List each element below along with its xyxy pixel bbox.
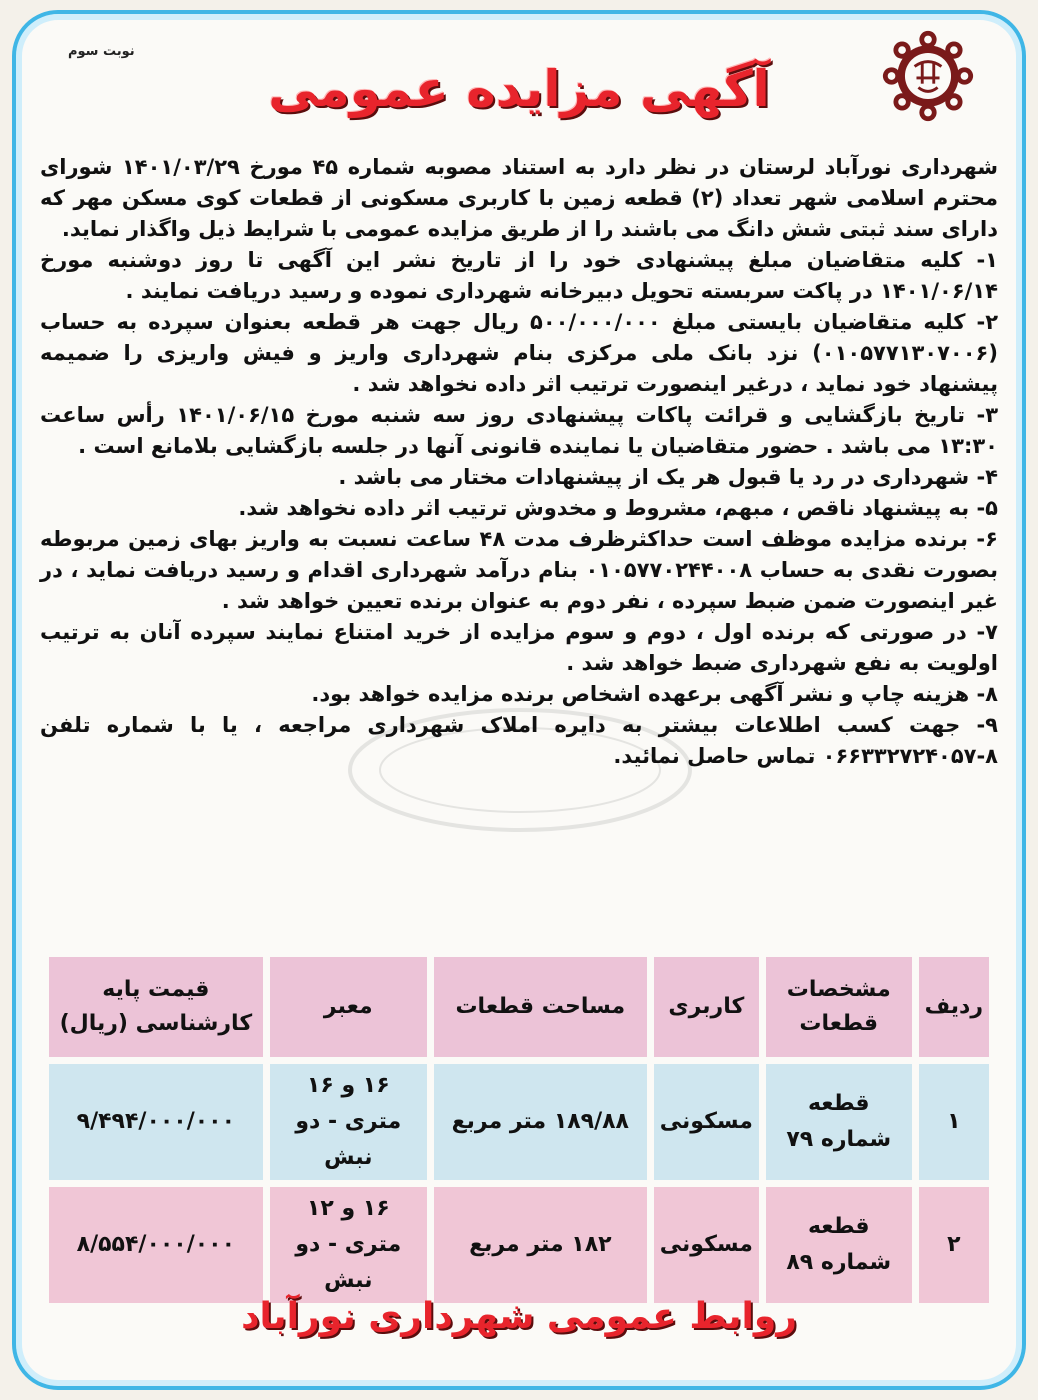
condition-item: ۶- برنده مزایده موظف است حداکثرظرف مدت ۴۸ ساعت نسبت به واریز بهای زمین مربوطه بصورت نقدی به حساب ۰۱۰۵۷۷۰۲۴۴۰۰۸ بنام درآمد شهرداری اقدام و رسید دریافت نماید ، در غیر اینصورت ضمن ضبط سپرده ، نفر دوم به عنوان برنده تعیین خواهد شد . bbox=[40, 527, 998, 613]
table-row bbox=[49, 1064, 989, 1180]
footer-signature: روابط عمومی شهرداری نورآباد bbox=[241, 1296, 797, 1337]
table-row bbox=[49, 1187, 989, 1303]
notice-body bbox=[40, 152, 998, 772]
table-cell: مسکونی bbox=[654, 1064, 759, 1180]
table-cell: ۱۶ و ۱۲ متری - دو نبش bbox=[270, 1187, 427, 1303]
condition-item: ۹- جهت کسب اطلاعات بیشتر به دایره املاک شهرداری مراجعه ، یا با شماره تلفن ۸-۰۶۶۳۳۲۷۲۴۰۵۷ تماس حاصل نمائید. bbox=[40, 713, 998, 768]
condition-item: ۲- کلیه متقاضیان بایستی مبلغ ۵۰۰/۰۰۰/۰۰۰ ریال جهت هر قطعه بعنوان سپرده به حساب (۰۱۰۵۷۷۱۳۰۷۰۰۶) نزد بانک ملی مرکزی بنام شهرداری واریز و فیش واریزی را ضمیمه پیشنهاد خود نماید ، درغیر اینصورت ترتیب اثر داده نخواهد شد . bbox=[40, 310, 999, 396]
table-cell: ۱۸۹/۸۸ متر مربع bbox=[434, 1064, 647, 1180]
table-cell: ۱۶ و ۱۶ متری - دو نبش bbox=[270, 1064, 427, 1180]
column-header: مشخصات قطعات bbox=[766, 957, 912, 1057]
table-cell: ۹/۴۹۴/۰۰۰/۰۰۰ bbox=[49, 1064, 263, 1180]
condition-item: ۳- تاریخ بازگشایی و قرائت پاکات پیشنهادی روز سه شنبه مورخ ۱۴۰۱/۰۶/۱۵ رأس ساعت ۱۳:۳۰ می باشد . حضور متقاضیان یا نماینده قانونی آنها در جلسه بازگشایی بلامانع است . bbox=[40, 403, 999, 458]
round-label: نوبت سوم bbox=[68, 44, 135, 59]
table-cell: ۸/۵۵۴/۰۰۰/۰۰۰ bbox=[49, 1187, 263, 1303]
table-cell: ۱ bbox=[919, 1064, 989, 1180]
condition-item: ۷- در صورتی که برنده اول ، دوم و سوم مزایده از خرید امتناع نمایند سپرده آنان به ترتیب اولویت به نفع شهرداری ضبط خواهد شد . bbox=[40, 620, 998, 675]
column-header: ردیف bbox=[919, 957, 989, 1057]
table-cell: قطعه شماره ۷۹ bbox=[766, 1064, 912, 1180]
table-cell: ۲ bbox=[919, 1187, 989, 1303]
intro-paragraph: شهرداری نورآباد لرستان در نظر دارد به استناد مصوبه شماره ۴۵ مورخ ۱۴۰۱/۰۳/۲۹ شورای محترم اسلامی شهر تعداد (۲) قطعه زمین با کاربری مسکونی از قطعات کوی مسکن مهر که دارای سند ثبتی شش دانگ می باشند را از طریق مزایده عمومی با شرایط ذیل واگذار نماید. bbox=[40, 155, 998, 241]
column-header: قیمت پایه کارشناسی (ریال) bbox=[49, 957, 263, 1057]
condition-item: ۸- هزینه چاپ و نشر آگهی برعهده اشخاص برنده مزایده خواهد بود. bbox=[311, 682, 998, 706]
table-cell: مسکونی bbox=[654, 1187, 759, 1303]
column-header: کاربری bbox=[654, 957, 759, 1057]
column-header: معبر bbox=[270, 957, 427, 1057]
table-cell: قطعه شماره ۸۹ bbox=[766, 1187, 912, 1303]
page-title: آگهی مزایده عمومی bbox=[268, 60, 770, 118]
condition-item: ۱- کلیه متقاضیان مبلغ پیشنهادی خود را از تاریخ نشر این آگهی تا روز دوشنبه مورخ ۱۴۰۱/۰۶/۱۴ در پاکت سربسته تحویل دبیرخانه شهرداری نموده و رسید دریافت نمایند . bbox=[40, 248, 998, 303]
condition-item: ۴- شهرداری در رد یا قبول هر یک از پیشنهادات مختار می باشد . bbox=[338, 465, 998, 489]
column-header: مساحت قطعات bbox=[434, 957, 647, 1057]
table-cell: ۱۸۲ متر مربع bbox=[434, 1187, 647, 1303]
lots-table bbox=[42, 950, 996, 1310]
table-header-row bbox=[49, 957, 989, 1057]
condition-item: ۵- به پیشنهاد ناقص ، مبهم، مشروط و مخدوش ترتیب اثر داده نخواهد شد. bbox=[238, 496, 998, 520]
